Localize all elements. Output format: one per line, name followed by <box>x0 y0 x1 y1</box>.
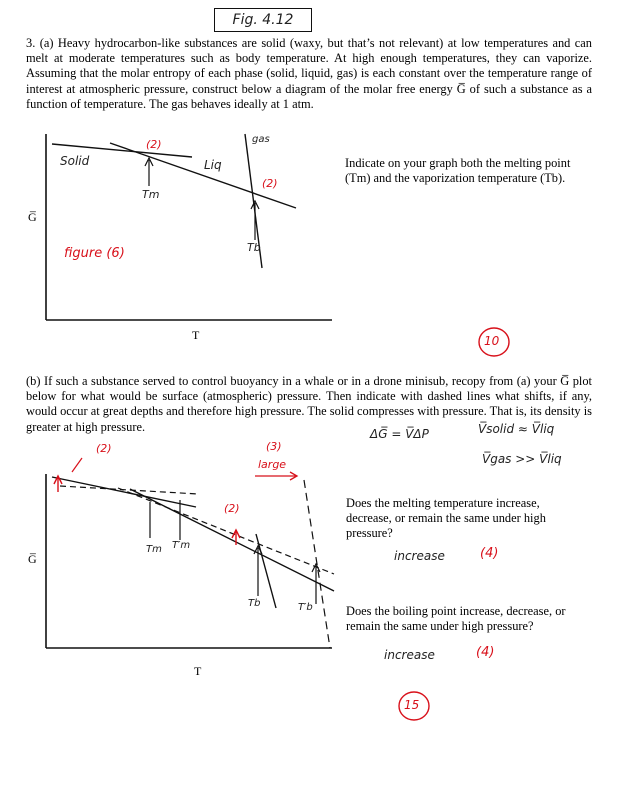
graph-b-gas-line <box>256 534 276 608</box>
question-boiling: Does the boiling point increase, decrease, or remain the same under high pressure? <box>346 604 566 634</box>
graph-a-liquid-line <box>110 143 296 208</box>
hw-points-center: (2) <box>224 502 240 515</box>
hw-delta-g-equation: ΔG̅ = V̅ΔP <box>370 427 429 441</box>
graph-a-y-label: G̅ <box>28 210 37 224</box>
answer-melting-points: (4) <box>480 546 499 561</box>
part-a-paragraph: 3. (a) Heavy hydrocarbon-like substances are solid (waxy, but that’s not relevant) at low temperatures and can melt at moderate temperatures such as body temperature. At high enough temperatures, they can vaporize. Assuming that the molar entropy of each phase (solid, liquid, gas) is each constant over the temperature range of interest at atmospheric pressure, construct below a diagram of the molar free energy G̅ of such a substance as a function of temperature. The gas behaves ideally at 1 atm. <box>26 36 592 111</box>
hw-solid-label: Solid <box>60 154 90 168</box>
answer-boiling: increase <box>384 648 435 662</box>
hw-tb-b: Tb <box>248 598 261 609</box>
part-b-paragraph: (b) If such a substance served to control buoyancy in a whale or in a drone minisub, recopy from (a) your G̅ plot below for what would be surface (atmospheric) pressure. Then indicate with dashed lines what shifts, if any, would occur at great depths and therefore high pressure. The solid compresses with pressure. That is, its density is greater at high pressure. <box>26 374 592 434</box>
answer-melting: increase <box>394 549 445 563</box>
hw-points-vapor: (2) <box>262 177 278 190</box>
hw-tm-b: Tm <box>146 544 162 555</box>
hw-large-label: large <box>258 458 287 471</box>
question-melting: Does the melting temperature increase, decrease, or remain the same under high pressure? <box>346 496 546 541</box>
score-a: 10 <box>484 334 500 348</box>
answer-boiling-points: (4) <box>476 645 495 660</box>
hw-liq-label: Liq <box>204 158 222 172</box>
graph-b-solid-line <box>52 477 196 507</box>
figure-label: Fig. 4.12 <box>214 8 312 32</box>
graph-b-y-label: G̅ <box>28 552 37 566</box>
hw-figure-points: figure (6) <box>64 246 125 261</box>
hw-tb-label: Tb <box>247 241 261 254</box>
hw-v-gas-greater: V̅gas >> V̅liq <box>482 452 562 466</box>
graph-b-x-label: T <box>194 664 202 678</box>
hw-points-left: (2) <box>96 442 112 455</box>
hw-tb-prime: T′b <box>298 602 313 613</box>
hw-gas-label: gas <box>252 134 270 145</box>
indicate-instruction: Indicate on your graph both the melting point (Tm) and the vaporization temperature (Tb). <box>345 156 571 186</box>
hw-v-solid-approx: V̅solid ≈ V̅liq <box>478 422 555 436</box>
hw-tm-label: Tm <box>142 188 160 201</box>
graph-a-x-label: T <box>192 328 200 342</box>
hw-points-melting: (2) <box>146 138 162 151</box>
score-b: 15 <box>404 698 420 712</box>
hw-points-mid: (3) <box>266 440 282 453</box>
hw-tm-prime: T′m <box>172 540 191 551</box>
